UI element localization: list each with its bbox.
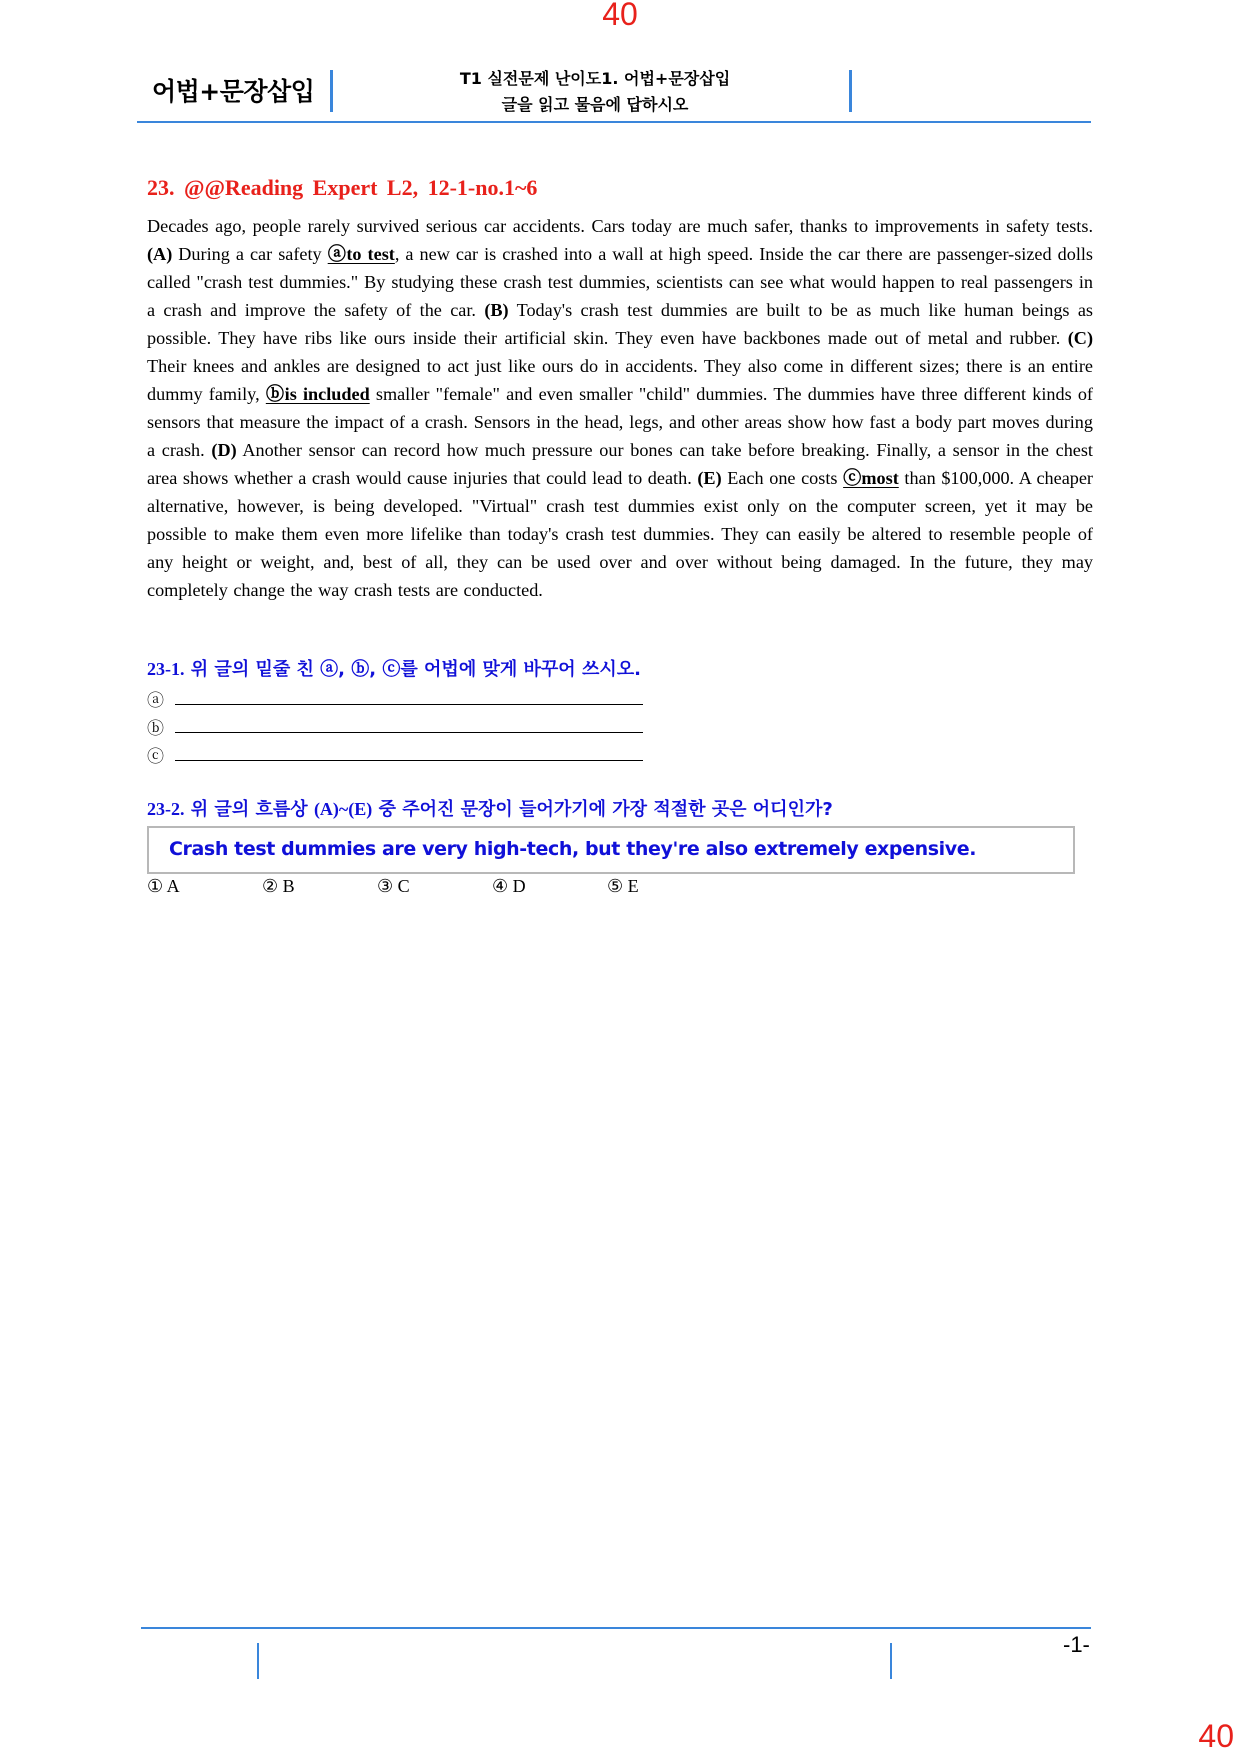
answer-marker-a: ⓐ: [147, 691, 164, 711]
position-marker: (E): [697, 468, 722, 488]
sub-question-1-text: 위 글의 밑줄 친 ⓐ, ⓑ, ⓒ를 어법에 맞게 바꾸어 쓰시오.: [190, 659, 641, 680]
sub-question-2-range: (A)~(E): [313, 799, 373, 819]
position-marker: (D): [211, 440, 237, 460]
passage-text: than $100,000. A cheaper alternative, however, is being developed. "Virtual" crash test dummies exist only on the computer screen, yet it may be possible to make them even more lifelike than today's crash test dummies. They can easily be altered to resemble people of any height or weight, and, best of all, they can be used over and over without being damaged. In the future, they may completely change the way crash tests are conducted.: [147, 468, 1093, 600]
answer-underline-b: [175, 732, 643, 733]
passage-text: During a car safety: [172, 244, 328, 264]
header-subtitle-line2: 글을 읽고 물음에 답하시오: [501, 95, 689, 114]
footer-separator-left: [257, 1643, 259, 1679]
header-subtitle-line1: T1 실전문제 난이도1. 어법+문장삽입: [459, 69, 731, 88]
position-marker: (C): [1067, 328, 1093, 348]
footer-page-number: -1-: [1063, 1632, 1090, 1657]
passage-text: Each one costs: [721, 468, 844, 488]
header-separator-left: [330, 70, 333, 112]
position-marker: (B): [484, 300, 509, 320]
choice-3[interactable]: ③ C: [377, 876, 410, 896]
given-sentence-box: [147, 826, 1075, 874]
sub-question-2-text-after: 중 주어진 문장이 들어가기에 가장 적절한 곳은 어디인가?: [378, 799, 833, 820]
footer-separator-right: [890, 1643, 892, 1679]
passage-text: smaller "female" and even smaller "child" dummies. The dummies have three different kinds of sensors that measure the impact of a crash. Sensors in the head, legs, and other areas show how fast a body part moves during a crash.: [147, 384, 1093, 460]
footer-divider: [141, 1627, 1091, 1629]
passage-text: Decades ago, people rarely survived serious car accidents. Cars today are much safer, thanks to improvements in safety tests.: [147, 216, 1093, 236]
header-title: 어법+문장삽입: [152, 77, 315, 106]
page-number-top: 40: [602, 0, 638, 32]
underlined-target: ⓒmost: [843, 468, 899, 488]
choice-4[interactable]: ④ D: [492, 876, 526, 896]
choice-5[interactable]: ⑤ E: [607, 876, 639, 896]
page-number-bottom: 40: [1198, 1718, 1234, 1754]
underlined-target: ⓑis included: [265, 384, 370, 404]
sub-question-2: [147, 795, 833, 821]
choice-2[interactable]: ② B: [262, 876, 295, 896]
passage-text: Another sensor can record how much pressure our bones can take before breaking. Finally, a sensor in the chest area shows whether a crash would cause injuries that could lead to death.: [147, 440, 1093, 488]
sub-question-1: [147, 655, 641, 681]
answer-line-b[interactable]: [147, 714, 164, 739]
passage-text: , a new car is crashed into a wall at high speed. Inside the car there are passenger-sized dolls called "crash test dummies." By studying these crash test dummies, scientists can see what would happen to real passengers in a crash and improve the safety of the car.: [147, 244, 1093, 320]
answer-line-a[interactable]: [147, 686, 164, 711]
header-divider: [137, 121, 1091, 123]
question-title: 23. @@Reading Expert L2, 12-1-no.1~6: [147, 175, 538, 200]
answer-underline-a: [175, 704, 643, 705]
underlined-target: ⓐto test: [327, 244, 395, 264]
header-separator-right: [849, 70, 852, 112]
position-marker: (A): [147, 244, 173, 264]
answer-line-c[interactable]: [147, 742, 164, 767]
passage-text: Their knees and ankles are designed to act just like ours do in accidents. They also come in different sizes; there is an entire dummy family,: [147, 356, 1093, 404]
given-sentence: Crash test dummies are very high-tech, but they're also extremely expensive.: [169, 838, 977, 860]
header-subtitle: [440, 66, 750, 118]
choice-1[interactable]: ① A: [147, 876, 180, 896]
passage-text: Today's crash test dummies are built to be as much like human beings as possible. They have ribs like ours inside their artificial skin. They even have backbones made out of metal and rubber.: [147, 300, 1093, 348]
answer-marker-c: ⓒ: [147, 747, 164, 767]
answer-underline-c: [175, 760, 643, 761]
answer-marker-b: ⓑ: [147, 719, 164, 739]
sub-question-2-text-before: 위 글의 흐름상: [190, 799, 308, 820]
sub-question-1-number: 23-1.: [147, 659, 185, 679]
passage: [147, 212, 1093, 604]
sub-question-2-number: 23-2.: [147, 799, 185, 819]
